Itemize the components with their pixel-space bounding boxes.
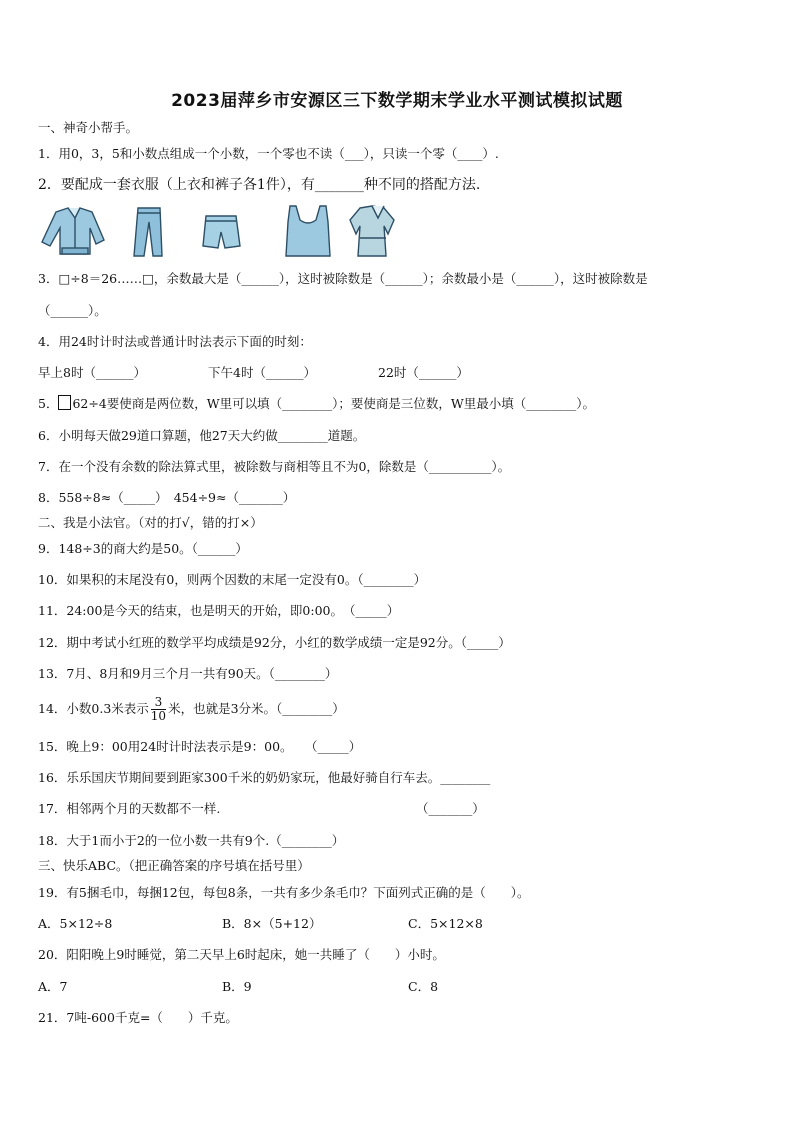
fraction-denominator: 10 [150, 709, 167, 723]
question-8: 8．558÷8≈（_____） 454÷9≈（_______） [38, 490, 296, 505]
question-16: 16．乐乐国庆节期间要到距家300千米的奶奶家玩，他最好骑自行车去。________ [38, 770, 491, 785]
blank-box-icon [58, 395, 71, 410]
long-pants-icon [134, 208, 162, 256]
question-10: 10．如果积的末尾没有0，则两个因数的末尾一定没有0。（________） [38, 572, 427, 587]
tank-top-icon [286, 206, 330, 256]
section-2-heading: 二、我是小法官。（对的打√，错的打×） [38, 515, 263, 530]
question-4-item-morning: 早上8时（______） [38, 365, 146, 380]
fraction-numerator: 3 [151, 696, 166, 710]
question-9: 9．148÷3的商大约是50。（______） [38, 541, 248, 556]
question-6: 6．小明每天做29道口算题，他27天大约做________道题。 [38, 428, 366, 443]
question-14-text-start: 14．小数0.3米表示 [38, 701, 149, 716]
question-12: 12．期中考试小红班的数学平均成绩是92分，小红的数学成绩一定是92分。（_____） [38, 635, 511, 650]
question-14 [38, 694, 345, 724]
question-1: 1．用0，3，5和小数点组成一个小数，一个零也不读（___），只读一个零（____）. [38, 146, 499, 161]
question-19-option-c: C．5×12×8 [408, 916, 483, 931]
question-3-line-2: （______）。 [38, 303, 107, 318]
question-19: 19．有5捆毛巾，每捆12包，每包8条，一共有多少条毛巾？下面列式正确的是（ ）。 [38, 885, 530, 900]
question-17: 17．相邻两个月的天数都不一样. [38, 801, 221, 816]
shorts-icon [203, 216, 240, 248]
question-14-text-end: 米，也就是3分米。（________） [168, 701, 345, 716]
jacket-icon [42, 208, 104, 254]
question-4-item-22: 22时（______） [378, 365, 469, 380]
question-19-option-b: B．8×（5+12） [222, 916, 322, 931]
question-13: 13．7月、8月和9月三个月一共有90天。（________） [38, 666, 338, 681]
question-20-option-b: B．9 [222, 979, 252, 994]
fraction [151, 696, 166, 723]
question-7: 7．在一个没有余数的除法算式里，被除数与商相等且不为0，除数是（__________）。 [38, 459, 511, 474]
section-3-heading: 三、快乐ABC。（把正确答案的序号填在括号里） [38, 858, 310, 873]
question-4-item-afternoon: 下午4时（______） [208, 365, 316, 380]
question-20-option-a: A．7 [38, 979, 68, 994]
question-4: 4．用24时计时法或普通计时法表示下面的时刻： [38, 334, 312, 349]
question-5-text: 62÷4要使商是两位数，W里可以填（________）；要使商是三位数，W里最小填（________）。 [72, 396, 595, 411]
coat-icon [350, 206, 394, 256]
section-1-heading: 一、神奇小帮手。 [38, 120, 139, 135]
question-11: 11．24:00是今天的结束，也是明天的开始，即0:00。 （_____） [38, 603, 400, 618]
question-15: 15．晚上9：00用24时计时法表示是9：00。 （_____） [38, 739, 362, 754]
question-20-option-c: C．8 [408, 979, 439, 994]
question-2: 2．要配成一套衣服（上衣和裤子各1件），有_______种不同的搭配方法. [38, 177, 481, 193]
page-title: 2023届萍乡市安源区三下数学期末学业水平测试模拟试题 [171, 91, 623, 111]
question-18: 18．大于1而小于2的一位小数一共有9个.（________） [38, 833, 345, 848]
question-5-number: 5． [38, 396, 59, 411]
clothes-illustration [38, 204, 398, 260]
question-3-line-1: 3．□÷8＝26……□，余数最大是（______），这时被除数是（______）；余数最小是（______），这时被除数是 [38, 271, 648, 286]
question-5 [38, 395, 595, 413]
question-21: 21．7吨-600千克=（ ）千克。 [38, 1010, 238, 1025]
question-19-option-a: A．5×12÷8 [38, 916, 113, 931]
question-20: 20．阳阳晚上9时睡觉，第二天早上6时起床，她一共睡了（ ）小时。 [38, 947, 445, 962]
question-17-blank: （_______） [416, 801, 485, 816]
